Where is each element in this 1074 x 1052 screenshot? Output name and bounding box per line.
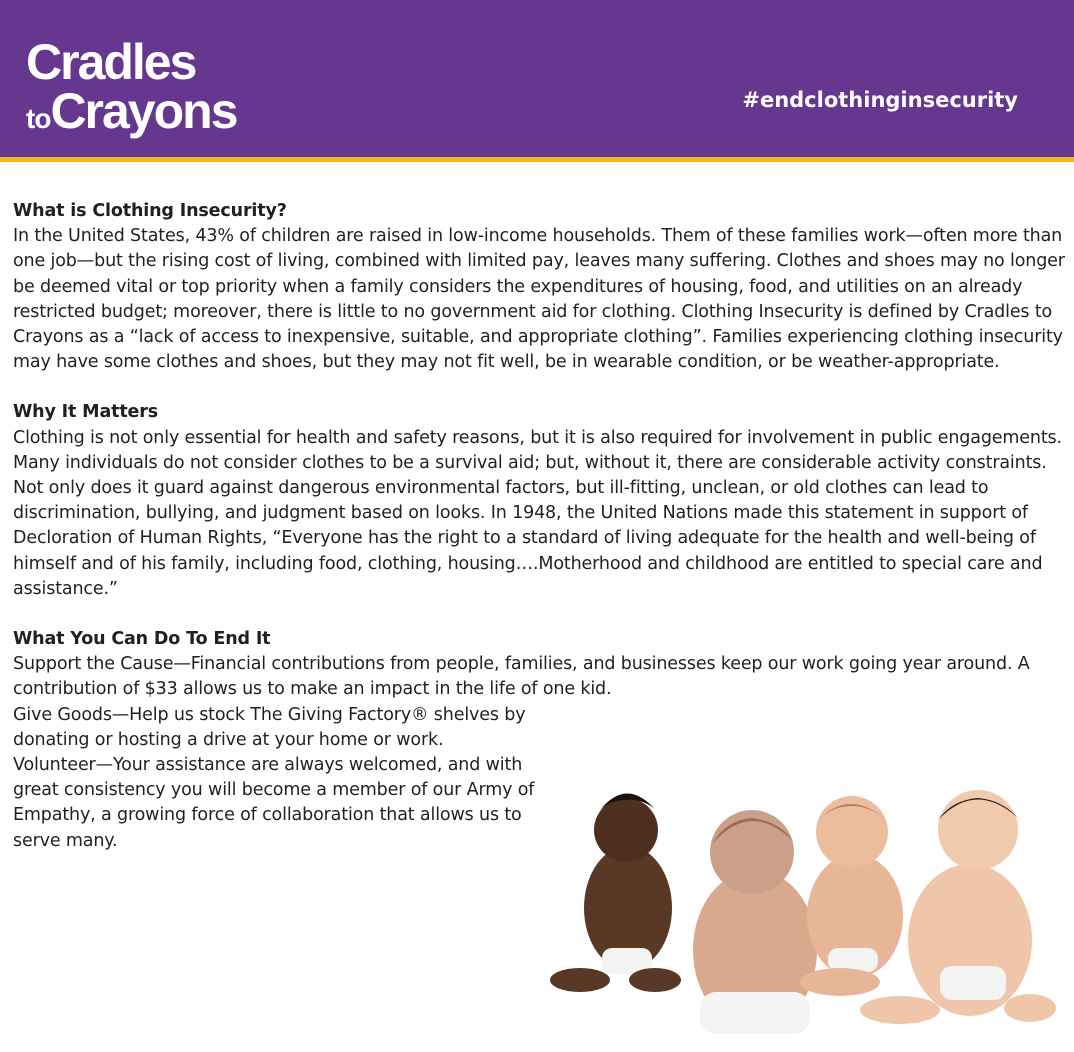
logo-word-to: to [26,103,51,134]
section-heading: What is Clothing Insecurity? [13,201,287,221]
logo-word-crayons: Crayons [50,83,237,139]
section-heading: What You Can Do To End It [13,629,271,650]
logo-line-crayons [26,83,237,147]
section-clothing-insecurity [13,199,1065,375]
cradles-to-crayons-logo [26,36,237,147]
header-banner [0,0,1074,157]
section-body: In the United States, 43% of children are raised in low-income households. Them of these families work—often more than one job—but the rising cost of living, combined with limited pay, leaves many suffering. Clothes and shoes may no longer be deemed vital or top priority when a family considers the expenditures of housing, food, and utilities on an already restricted budget; moreover, there is little to no government aid for clothing. Clothing Insecurity is defined by Cradles to Crayons as a “lack of access to inexpensive, suitable, and appropriate clothing”. Families experiencing clothing insecurity may have some clothes and shoes, but they may not fit well, be in wearable condition, or be weather-appropriate. [13,226,1065,373]
list-item-volunteer: Volunteer—Your assistance are always welcomed, and with great consistency you will become a member of our Army of Empathy, a growing force of collaboration that allows us to serve many. [13,755,535,851]
babies-photo-icon [540,770,1060,1045]
baby-figure [693,810,817,1034]
section-body: Clothing is not only essential for health and safety reasons, but it is also required for involvement in public engagements. Many individuals do not consider clothes to be a survival aid; but, without it, there are considerable activity constraints. Not only does it guard against dangerous environmental factors, but ill-fitting, unclean, or old clothes can lead to discrimination, bullying, and judgment based on looks. In 1948, the United Nations made this statement in support of Decloration of Human Rights, “Everyone has the right to a standard of living adequate for the health and well-being of himself and of his family, including food, clothing, housing….Motherhood and childhood are entitled to special care and assistance.” [13,427,1062,599]
section-heading: Why It Matters [13,402,159,423]
baby-figure [550,793,681,992]
list-item-give-goods: Give Goods—Help us stock The Giving Factory® shelves by donating or hosting a drive at your home or work. [13,704,526,750]
logo-line-cradles: Cradles [26,34,196,90]
section-why-it-matters [13,400,1065,602]
hashtag: #endclothinginsecurity [742,88,1018,112]
list-item-support-the-cause: Support the Cause—Financial contributions from people, families, and businesses keep our work going year around. A contribution of $33 allows us to make an impact in the life of one kid. [13,654,1030,700]
header-gold-rule [0,157,1074,162]
